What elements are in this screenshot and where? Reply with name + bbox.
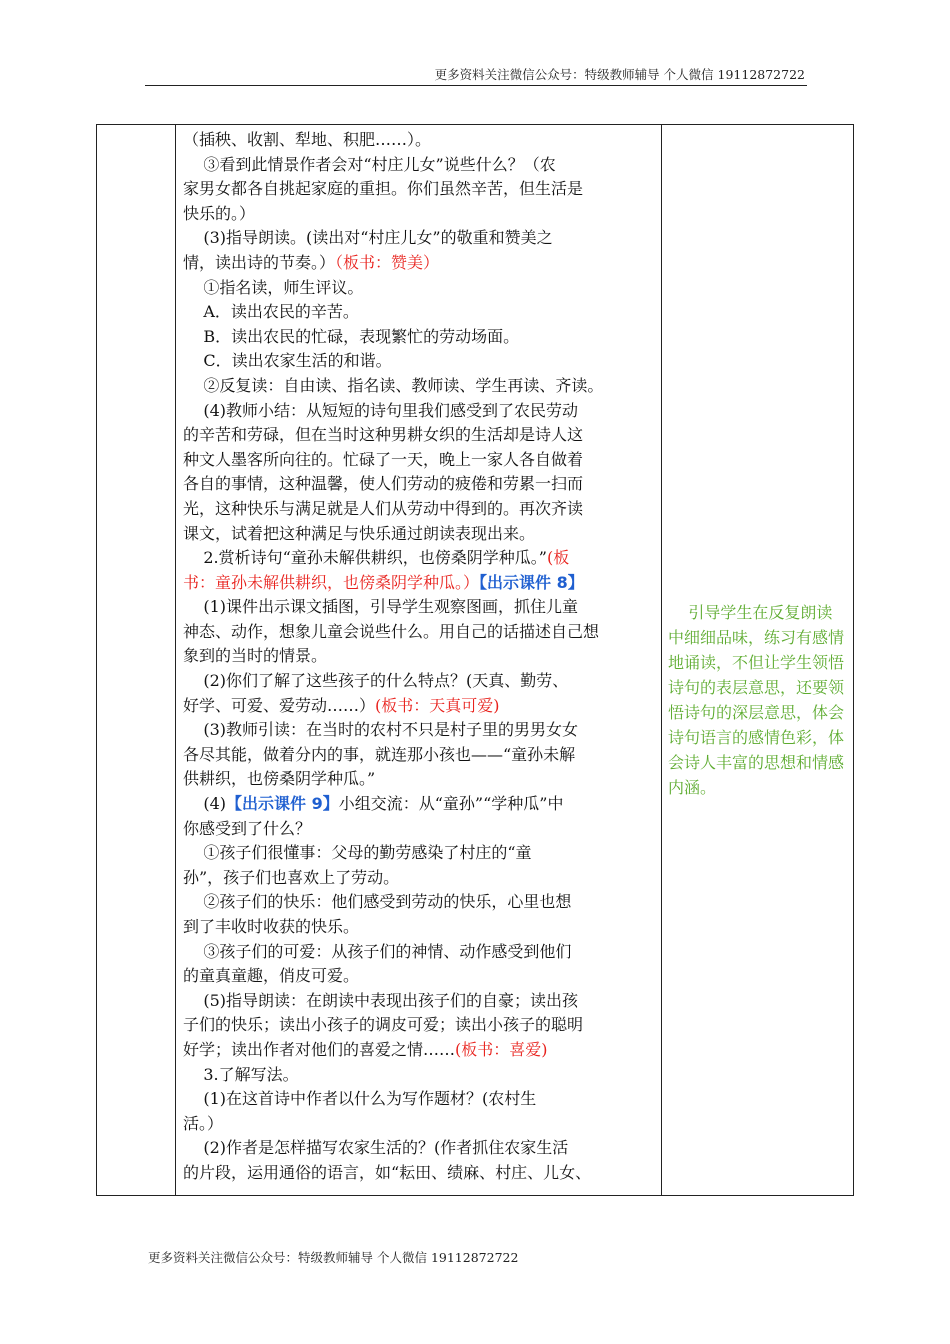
table-column-divider-left (175, 124, 176, 1196)
courseware-tag: 【出示课件 9】 (226, 794, 339, 814)
text-line: 3.了解写法。 (183, 1064, 299, 1084)
text-line: 子们的快乐；读出小孩子的调皮可爱；读出小孩子的聪明 (183, 1015, 584, 1035)
board-note: （板书：赞美） (335, 252, 440, 272)
text-segment: 好学、可爱、爱劳动……） (183, 695, 376, 715)
page-header: 更多资料关注微信公众号：特级教师辅导 个人微信 19112872722 (434, 67, 805, 82)
text-line: 各自的事情，这种温馨，使人们劳动的疲倦和劳累一扫而 (183, 474, 584, 494)
text-line: 快乐的。） (183, 203, 256, 223)
text-line (183, 792, 661, 817)
text-line: C．读出农家生活的和谐。 (183, 351, 392, 371)
text-line: 供耕织，也傍桑阴学种瓜。” (183, 769, 376, 789)
header-rule (145, 85, 807, 86)
text-line: ①指名读，师生评议。 (183, 277, 364, 297)
text-line (183, 1038, 661, 1063)
text-line: (2)你们了解了这些孩子的什么特点？(天真、勤劳、 (183, 671, 569, 691)
text-line: ①孩子们很懂事：父母的勤劳感染了村庄的“童 (183, 843, 532, 863)
text-segment: (4) (183, 794, 227, 814)
text-line: (3)教师引读：在当时的农村不只是村子里的男男女女 (183, 720, 579, 740)
board-note: (板书：天真可爱) (375, 695, 500, 715)
text-line: 的辛苦和劳碌，但在当时这种男耕女织的生活却是诗人这 (183, 425, 584, 445)
board-note: (板 (546, 548, 570, 568)
text-line (183, 571, 661, 596)
text-line: 象到的当时的情景。 (183, 646, 328, 666)
text-line: (1)课件出示课文插图，引导学生观察图画，抓住儿童 (183, 597, 579, 617)
text-segment: 情，读出诗的节奏。） (183, 252, 336, 272)
text-segment: 小组交流：从“童孙”“学种瓜”中 (338, 794, 564, 814)
board-note: (板书：喜爱) (455, 1039, 548, 1059)
text-line: 活。） (183, 1113, 224, 1133)
text-line: ③看到此情景作者会对“村庄儿女”说些什么？（农 (183, 154, 556, 174)
text-line: 课文，试着把这种满足与快乐通过朗读表现出来。 (183, 523, 536, 543)
text-line: 的片段，运用通俗的语言，如“耘田、绩麻、村庄、儿女、 (183, 1162, 592, 1182)
text-line: 各尽其能，做着分内的事，就连那小孩也——“童孙未解 (183, 744, 576, 764)
text-line: ②反复读：自由读、指名读、教师读、学生再读、齐读。 (183, 375, 604, 395)
text-line: 孙”，孩子们也喜欢上了劳动。 (183, 867, 400, 887)
text-line: (2)作者是怎样描写农家生活的？(作者抓住农家生活 (183, 1138, 569, 1158)
text-line: 光，这种快乐与满足就是人们从劳动中得到的。再次齐读 (183, 498, 584, 518)
text-line: 种文人墨客所向往的。忙碌了一天，晚上一家人各自做着 (183, 449, 584, 469)
text-line (183, 546, 661, 571)
text-line: (3)指导朗读。(读出对“村庄儿女”的敬重和赞美之 (183, 228, 553, 248)
table-column-divider-right (661, 124, 662, 1196)
text-line: (4)教师小结：从短短的诗句里我们感受到了农民劳动 (183, 400, 579, 420)
page-footer: 更多资料关注微信公众号：特级教师辅导 个人微信 19112872722 (148, 1250, 519, 1265)
text-line: (5)指导朗读：在朗读中表现出孩子们的自豪；读出孩 (183, 990, 579, 1010)
text-line: 你感受到了什么？ (183, 818, 312, 838)
text-line (183, 694, 661, 719)
teaching-process-cell (183, 128, 661, 1186)
text-line: ③孩子们的可爱：从孩子们的神情、动作感受到他们 (183, 941, 572, 961)
text-line: 神态、动作，想象儿童会说些什么。用自己的话描述自己想 (183, 621, 600, 641)
text-line: ②孩子们的快乐：他们感受到劳动的快乐，心里也想 (183, 892, 572, 912)
text-segment: 2.赏析诗句“童孙未解供耕织，也傍桑阴学种瓜。” (183, 548, 547, 568)
text-line: (1)在这首诗中作者以什么为写作题材？(农村生 (183, 1089, 537, 1109)
text-line: 到了丰收时收获的快乐。 (183, 917, 360, 936)
text-line: B．读出农民的忙碌，表现繁忙的劳动场面。 (183, 326, 520, 346)
text-line: A．读出农民的辛苦。 (183, 302, 359, 322)
text-segment: 好学；读出作者对他们的喜爱之情…… (183, 1039, 456, 1059)
board-note: 书：童孙未解供耕织，也傍桑阴学种瓜。） (183, 572, 480, 592)
text-line: 的童真童趣，俏皮可爱。 (183, 966, 360, 986)
courseware-tag: 【出示课件 8】 (479, 572, 584, 592)
text-line: 家男女都各自挑起家庭的重担。你们虽然辛苦，但生活是 (183, 179, 584, 199)
design-intent-note: 引导学生在反复朗读中细细品味，练习有感情地诵读，不但让学生领悟诗句的表层意思，还要领悟诗句的深层意思，体会诗句语言的感情色彩，体会诗人丰富的思想和情感内涵。 (668, 603, 845, 797)
text-line (183, 251, 661, 276)
text-line: （插秧、收割、犁地、积肥……）。 (183, 130, 432, 149)
